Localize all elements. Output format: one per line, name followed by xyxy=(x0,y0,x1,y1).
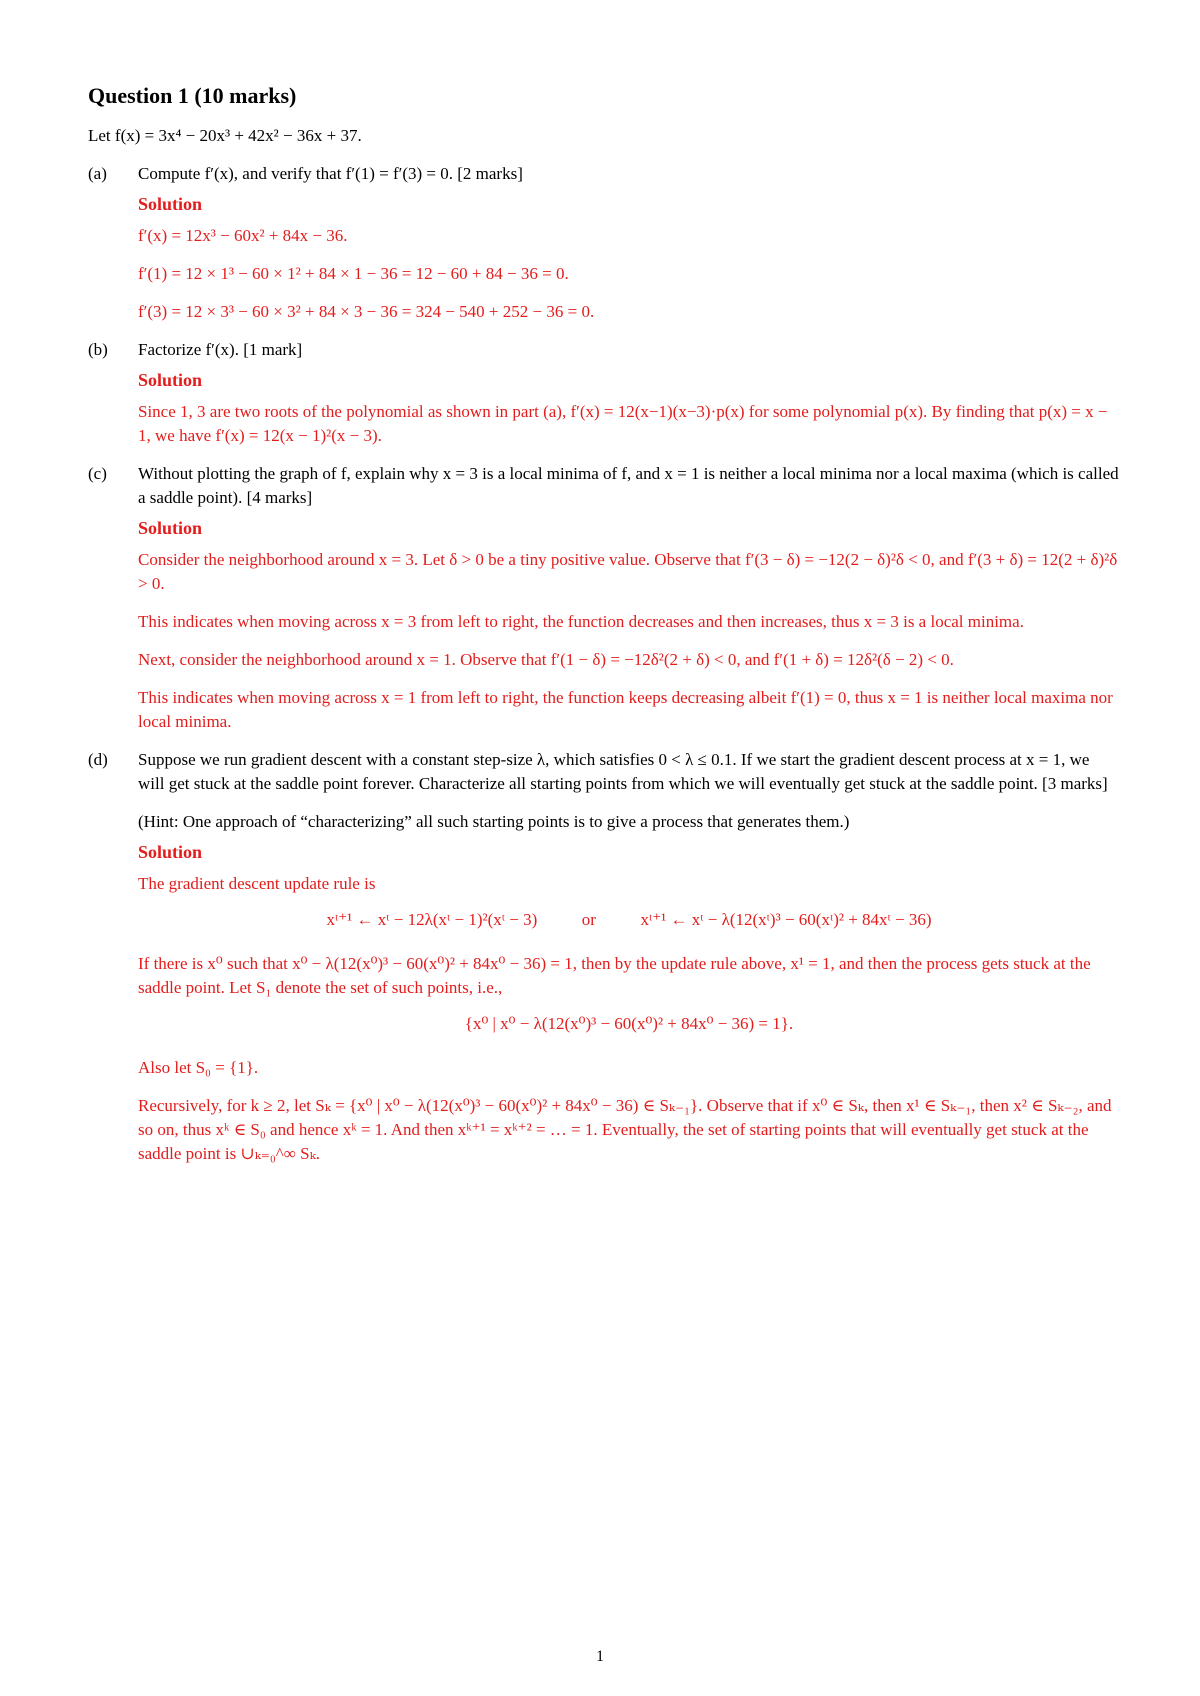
function-definition: Let f(x) = 3x⁴ − 20x³ + 42x² − 36x + 37. xyxy=(88,126,362,145)
update-rule-factored: xᵗ⁺¹ ← xᵗ − 12λ(xᵗ − 1)²(xᵗ − 3) xyxy=(326,910,538,929)
part-a-eval-3: f′(3) = 12 × 3³ − 60 × 3² + 84 × 3 − 36 = 324 − 540 + 252 − 36 = 0. xyxy=(138,302,595,321)
part-b xyxy=(88,338,1120,448)
update-rule-expanded: xᵗ⁺¹ ← xᵗ − λ(12(xᵗ)³ − 60(xᵗ)² + 84xᵗ − 36) xyxy=(640,910,932,929)
part-a-label: (a) xyxy=(88,164,107,183)
part-d-s1-set: {x⁰ | x⁰ − λ(12(x⁰)³ − 60(x⁰)² + 84x⁰ − 36) = 1}. xyxy=(464,1014,794,1033)
part-c-neighborhood-1: Next, consider the neighborhood around x = 1. Observe that f′(1 − δ) = −12δ²(2 + δ) < 0, and f′(1 + δ) = 12δ²(δ − 2) < 0. xyxy=(138,650,954,669)
part-a-question: Compute f′(x), and verify that f′(1) = f′(3) = 0. [2 marks] xyxy=(138,164,523,183)
part-d-solution-heading: Solution xyxy=(138,842,203,862)
page-number: 1 xyxy=(596,1648,604,1665)
update-rule-or: or xyxy=(581,910,596,929)
part-d-update-intro: The gradient descent update rule is xyxy=(138,874,376,893)
part-d-hint: (Hint: One approach of “characterizing” all such starting points is to give a process that generates them.) xyxy=(138,812,850,831)
part-b-solution-heading: Solution xyxy=(138,370,203,390)
part-a-solution-heading: Solution xyxy=(138,194,203,214)
part-c-neighborhood-3: Consider the neighborhood around x = 3. Let δ > 0 be a tiny positive value. Observe that f′(3 − δ) = −12(2 − δ)²δ < 0, and f′(3 + δ) = 12(2 + δ)²δ > 0. xyxy=(138,550,1118,593)
part-a xyxy=(88,162,1120,324)
part-d-s0-definition: Also let S₀ = {1}. xyxy=(138,1058,259,1077)
part-a-derivative: f′(x) = 12x³ − 60x² + 84x − 36. xyxy=(138,226,348,245)
part-c-conclusion-1: This indicates when moving across x = 1 from left to right, the function keeps decreasing albeit f′(1) = 0, thus x = 1 is neither local maxima nor local minima. xyxy=(138,688,1113,731)
question-title: Question 1 (10 marks) xyxy=(88,83,297,108)
part-c xyxy=(88,462,1120,734)
part-b-label: (b) xyxy=(88,340,108,359)
part-d-s1-definition: If there is x⁰ such that x⁰ − λ(12(x⁰)³ − 60(x⁰)² + 84x⁰ − 36) = 1, then by the update rule above, x¹ = 1, and then the process gets stuck at the saddle point. Let S₁ denote the set of such points, i.e., xyxy=(138,954,1091,997)
update-rule-equations xyxy=(138,908,1120,932)
part-c-label: (c) xyxy=(88,464,107,483)
part-a-eval-1: f′(1) = 12 × 1³ − 60 × 1² + 84 × 1 − 36 = 12 − 60 + 84 − 36 = 0. xyxy=(138,264,569,283)
part-c-question: Without plotting the graph of f, explain why x = 3 is a local minima of f, and x = 1 is neither a local minima nor a local maxima (which is called a saddle point). [4 marks] xyxy=(138,464,1119,507)
part-c-conclusion-3: This indicates when moving across x = 3 from left to right, the function decreases and then increases, thus x = 3 is a local minima. xyxy=(138,612,1024,631)
document-page xyxy=(88,84,1120,1180)
part-b-factorization: Since 1, 3 are two roots of the polynomial as shown in part (a), f′(x) = 12(x−1)(x−3)·p(x) for some polynomial p(x). By finding that p(x) = x − 1, we have f′(x) = 12(x − 1)²(x − 3). xyxy=(138,402,1108,445)
part-c-solution-heading: Solution xyxy=(138,518,203,538)
part-d-label: (d) xyxy=(88,750,108,769)
part-d-question: Suppose we run gradient descent with a constant step-size λ, which satisfies 0 < λ ≤ 0.1. If we start the gradient descent process at x = 1, we will get stuck at the saddle point forever. Characterize all starting points from which we will eventually get stuck at the saddle point. [3 marks] xyxy=(138,750,1108,793)
part-d xyxy=(88,748,1120,1166)
part-d-recursive-definition: Recursively, for k ≥ 2, let Sₖ = {x⁰ | x⁰ − λ(12(x⁰)³ − 60(x⁰)² + 84x⁰ − 36) ∈ Sₖ₋₁}. Observe that if x⁰ ∈ Sₖ, then x¹ ∈ Sₖ₋₁, then x² ∈ Sₖ₋₂, and so on, thus xᵏ ∈ S₀ and hence xᵏ = 1. And then xᵏ⁺¹ = xᵏ⁺² = … = 1. Eventually, the set of starting points that will eventually get stuck at the saddle point is ∪ₖ₌₀^∞ Sₖ. xyxy=(138,1096,1112,1163)
part-b-question: Factorize f′(x). [1 mark] xyxy=(138,340,303,359)
